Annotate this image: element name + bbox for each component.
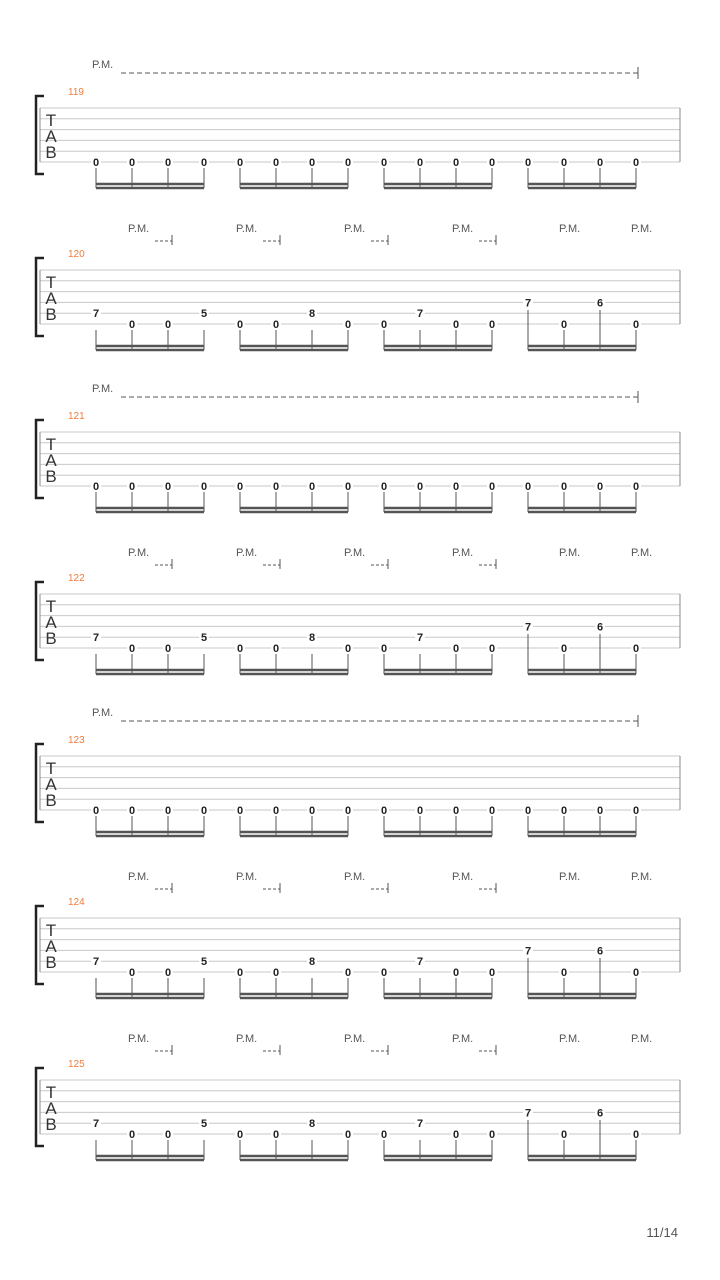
fret-number: 0 (560, 967, 568, 979)
fret-number: 0 (344, 319, 352, 331)
palm-mute-label: P.M. (631, 547, 653, 559)
fret-number: 0 (560, 481, 568, 493)
fret-number: 0 (380, 319, 388, 331)
palm-mute-label: P.M. (92, 383, 114, 395)
fret-number: 0 (632, 967, 640, 979)
fret-number: 7 (524, 621, 532, 634)
fret-number: 0 (452, 319, 460, 331)
fret-number: 0 (128, 319, 136, 331)
fret-number: 0 (92, 157, 100, 169)
fret-number: 0 (272, 1129, 280, 1141)
fret-number: 0 (164, 1129, 172, 1141)
palm-mute-label: P.M. (344, 223, 366, 235)
fret-number: 0 (416, 481, 424, 493)
fret-number: 0 (380, 157, 388, 169)
fret-number: 0 (272, 319, 280, 331)
fret-number: 0 (344, 1129, 352, 1141)
fret-number: 0 (128, 967, 136, 979)
fret-number: 0 (272, 157, 280, 169)
fret-number: 0 (344, 643, 352, 655)
fret-number: 0 (488, 643, 496, 655)
measure-number: 119 (68, 87, 84, 98)
fret-number: 0 (236, 643, 244, 655)
fret-number: 0 (308, 157, 316, 169)
fret-number: 0 (200, 157, 208, 169)
palm-mute-label: P.M. (344, 871, 366, 883)
tab-clef-a: A (45, 1099, 57, 1118)
fret-number: 7 (416, 956, 424, 969)
fret-number: 5 (200, 632, 208, 645)
palm-mute-label: P.M. (631, 223, 653, 235)
fret-number: 0 (380, 967, 388, 979)
page-number: 11/14 (646, 1225, 678, 1240)
fret-number: 0 (452, 481, 460, 493)
palm-mute-label: P.M. (92, 59, 114, 71)
measure-number: 125 (68, 1059, 85, 1070)
tab-clef-a: A (45, 775, 57, 794)
fret-number: 0 (452, 643, 460, 655)
fret-number: 0 (236, 319, 244, 331)
fret-number: 8 (308, 308, 316, 321)
fret-number: 5 (200, 956, 208, 969)
fret-number: 7 (524, 1107, 532, 1120)
fret-number: 0 (272, 481, 280, 493)
fret-number: 0 (380, 481, 388, 493)
fret-number: 0 (128, 157, 136, 169)
fret-number: 6 (596, 621, 604, 634)
fret-number: 0 (488, 1129, 496, 1141)
fret-number: 8 (308, 956, 316, 969)
palm-mute-label: P.M. (452, 871, 474, 883)
fret-number: 0 (200, 481, 208, 493)
palm-mute-label: P.M. (344, 547, 366, 559)
tab-clef-t: T (45, 759, 57, 778)
fret-number: 0 (596, 805, 604, 817)
fret-number: 0 (236, 157, 244, 169)
fret-number: 0 (596, 481, 604, 493)
tab-clef-a: A (45, 613, 57, 632)
fret-number: 0 (524, 805, 532, 817)
tab-clef-b: B (45, 791, 57, 810)
fret-number: 0 (632, 1129, 640, 1141)
palm-mute-label: P.M. (128, 871, 150, 883)
fret-number: 0 (272, 805, 280, 817)
tab-clef-a: A (45, 127, 57, 146)
fret-number: 0 (452, 157, 460, 169)
fret-number: 0 (272, 643, 280, 655)
fret-number: 0 (164, 805, 172, 817)
palm-mute-label: P.M. (128, 1033, 150, 1045)
tab-clef-t: T (45, 597, 57, 616)
fret-number: 6 (596, 297, 604, 310)
fret-number: 8 (308, 1118, 316, 1131)
fret-number: 0 (632, 481, 640, 493)
fret-number: 0 (632, 805, 640, 817)
fret-number: 0 (164, 319, 172, 331)
tab-clef-t: T (45, 921, 57, 940)
palm-mute-label: P.M. (92, 707, 114, 719)
fret-number: 0 (488, 805, 496, 817)
palm-mute-label: P.M. (236, 871, 258, 883)
fret-number: 7 (416, 308, 424, 321)
fret-number: 7 (92, 308, 100, 321)
fret-number: 0 (488, 319, 496, 331)
tab-clef-b: B (45, 629, 57, 648)
measure-number: 121 (68, 411, 85, 422)
fret-number: 0 (236, 481, 244, 493)
fret-number: 0 (560, 319, 568, 331)
tab-clef-b: B (45, 467, 57, 486)
palm-mute-label: P.M. (236, 1033, 258, 1045)
fret-number: 0 (164, 643, 172, 655)
fret-number: 0 (560, 643, 568, 655)
fret-number: 0 (632, 157, 640, 169)
fret-number: 0 (452, 967, 460, 979)
palm-mute-label: P.M. (236, 547, 258, 559)
palm-mute-label: P.M. (631, 1033, 653, 1045)
palm-mute-label: P.M. (559, 223, 581, 235)
fret-number: 0 (524, 481, 532, 493)
fret-number: 0 (344, 805, 352, 817)
fret-number: 0 (632, 319, 640, 331)
fret-number: 0 (236, 1129, 244, 1141)
palm-mute-label: P.M. (452, 1033, 474, 1045)
fret-number: 6 (596, 1107, 604, 1120)
tab-clef-t: T (45, 273, 57, 292)
palm-mute-label: P.M. (559, 1033, 581, 1045)
fret-number: 0 (92, 481, 100, 493)
fret-number: 7 (524, 297, 532, 310)
tab-clef-b: B (45, 143, 57, 162)
fret-number: 0 (128, 1129, 136, 1141)
tab-clef-b: B (45, 953, 57, 972)
fret-number: 0 (596, 157, 604, 169)
fret-number: 0 (560, 1129, 568, 1141)
palm-mute-label: P.M. (344, 1033, 366, 1045)
fret-number: 0 (416, 157, 424, 169)
fret-number: 0 (344, 157, 352, 169)
fret-number: 0 (452, 805, 460, 817)
palm-mute-label: P.M. (128, 223, 150, 235)
fret-number: 0 (236, 805, 244, 817)
fret-number: 0 (128, 805, 136, 817)
tab-clef-t: T (45, 435, 57, 454)
fret-number: 0 (560, 805, 568, 817)
fret-number: 7 (92, 956, 100, 969)
fret-number: 0 (380, 1129, 388, 1141)
fret-number: 0 (488, 967, 496, 979)
fret-number: 0 (560, 157, 568, 169)
fret-number: 7 (524, 945, 532, 958)
fret-number: 0 (200, 805, 208, 817)
fret-number: 0 (164, 481, 172, 493)
fret-number: 0 (344, 481, 352, 493)
fret-number: 0 (128, 643, 136, 655)
fret-number: 0 (92, 805, 100, 817)
palm-mute-label: P.M. (452, 223, 474, 235)
measure-number: 124 (68, 897, 85, 908)
fret-number: 0 (488, 481, 496, 493)
fret-number: 5 (200, 1118, 208, 1131)
tab-clef-t: T (45, 1083, 57, 1102)
fret-number: 8 (308, 632, 316, 645)
fret-number: 0 (524, 157, 532, 169)
tab-clef-b: B (45, 1115, 57, 1134)
fret-number: 0 (632, 643, 640, 655)
tab-clef-b: B (45, 305, 57, 324)
fret-number: 0 (488, 157, 496, 169)
palm-mute-label: P.M. (236, 223, 258, 235)
fret-number: 6 (596, 945, 604, 958)
fret-number: 0 (164, 157, 172, 169)
measure-number: 122 (68, 573, 85, 584)
fret-number: 0 (452, 1129, 460, 1141)
measure-number: 123 (68, 735, 85, 746)
tab-clef-t: T (45, 111, 57, 130)
fret-number: 0 (344, 967, 352, 979)
fret-number: 7 (416, 1118, 424, 1131)
fret-number: 0 (272, 967, 280, 979)
fret-number: 0 (164, 967, 172, 979)
fret-number: 0 (236, 967, 244, 979)
fret-number: 7 (92, 632, 100, 645)
palm-mute-label: P.M. (559, 547, 581, 559)
fret-number: 0 (380, 643, 388, 655)
measure-number: 120 (68, 249, 85, 260)
fret-number: 0 (416, 805, 424, 817)
fret-number: 5 (200, 308, 208, 321)
fret-number: 0 (128, 481, 136, 493)
tab-clef-a: A (45, 451, 57, 470)
tab-clef-a: A (45, 289, 57, 308)
fret-number: 0 (308, 805, 316, 817)
fret-number: 0 (308, 481, 316, 493)
tab-clef-a: A (45, 937, 57, 956)
palm-mute-label: P.M. (559, 871, 581, 883)
fret-number: 0 (380, 805, 388, 817)
fret-number: 7 (416, 632, 424, 645)
palm-mute-label: P.M. (631, 871, 653, 883)
fret-number: 7 (92, 1118, 100, 1131)
palm-mute-label: P.M. (128, 547, 150, 559)
palm-mute-label: P.M. (452, 547, 474, 559)
